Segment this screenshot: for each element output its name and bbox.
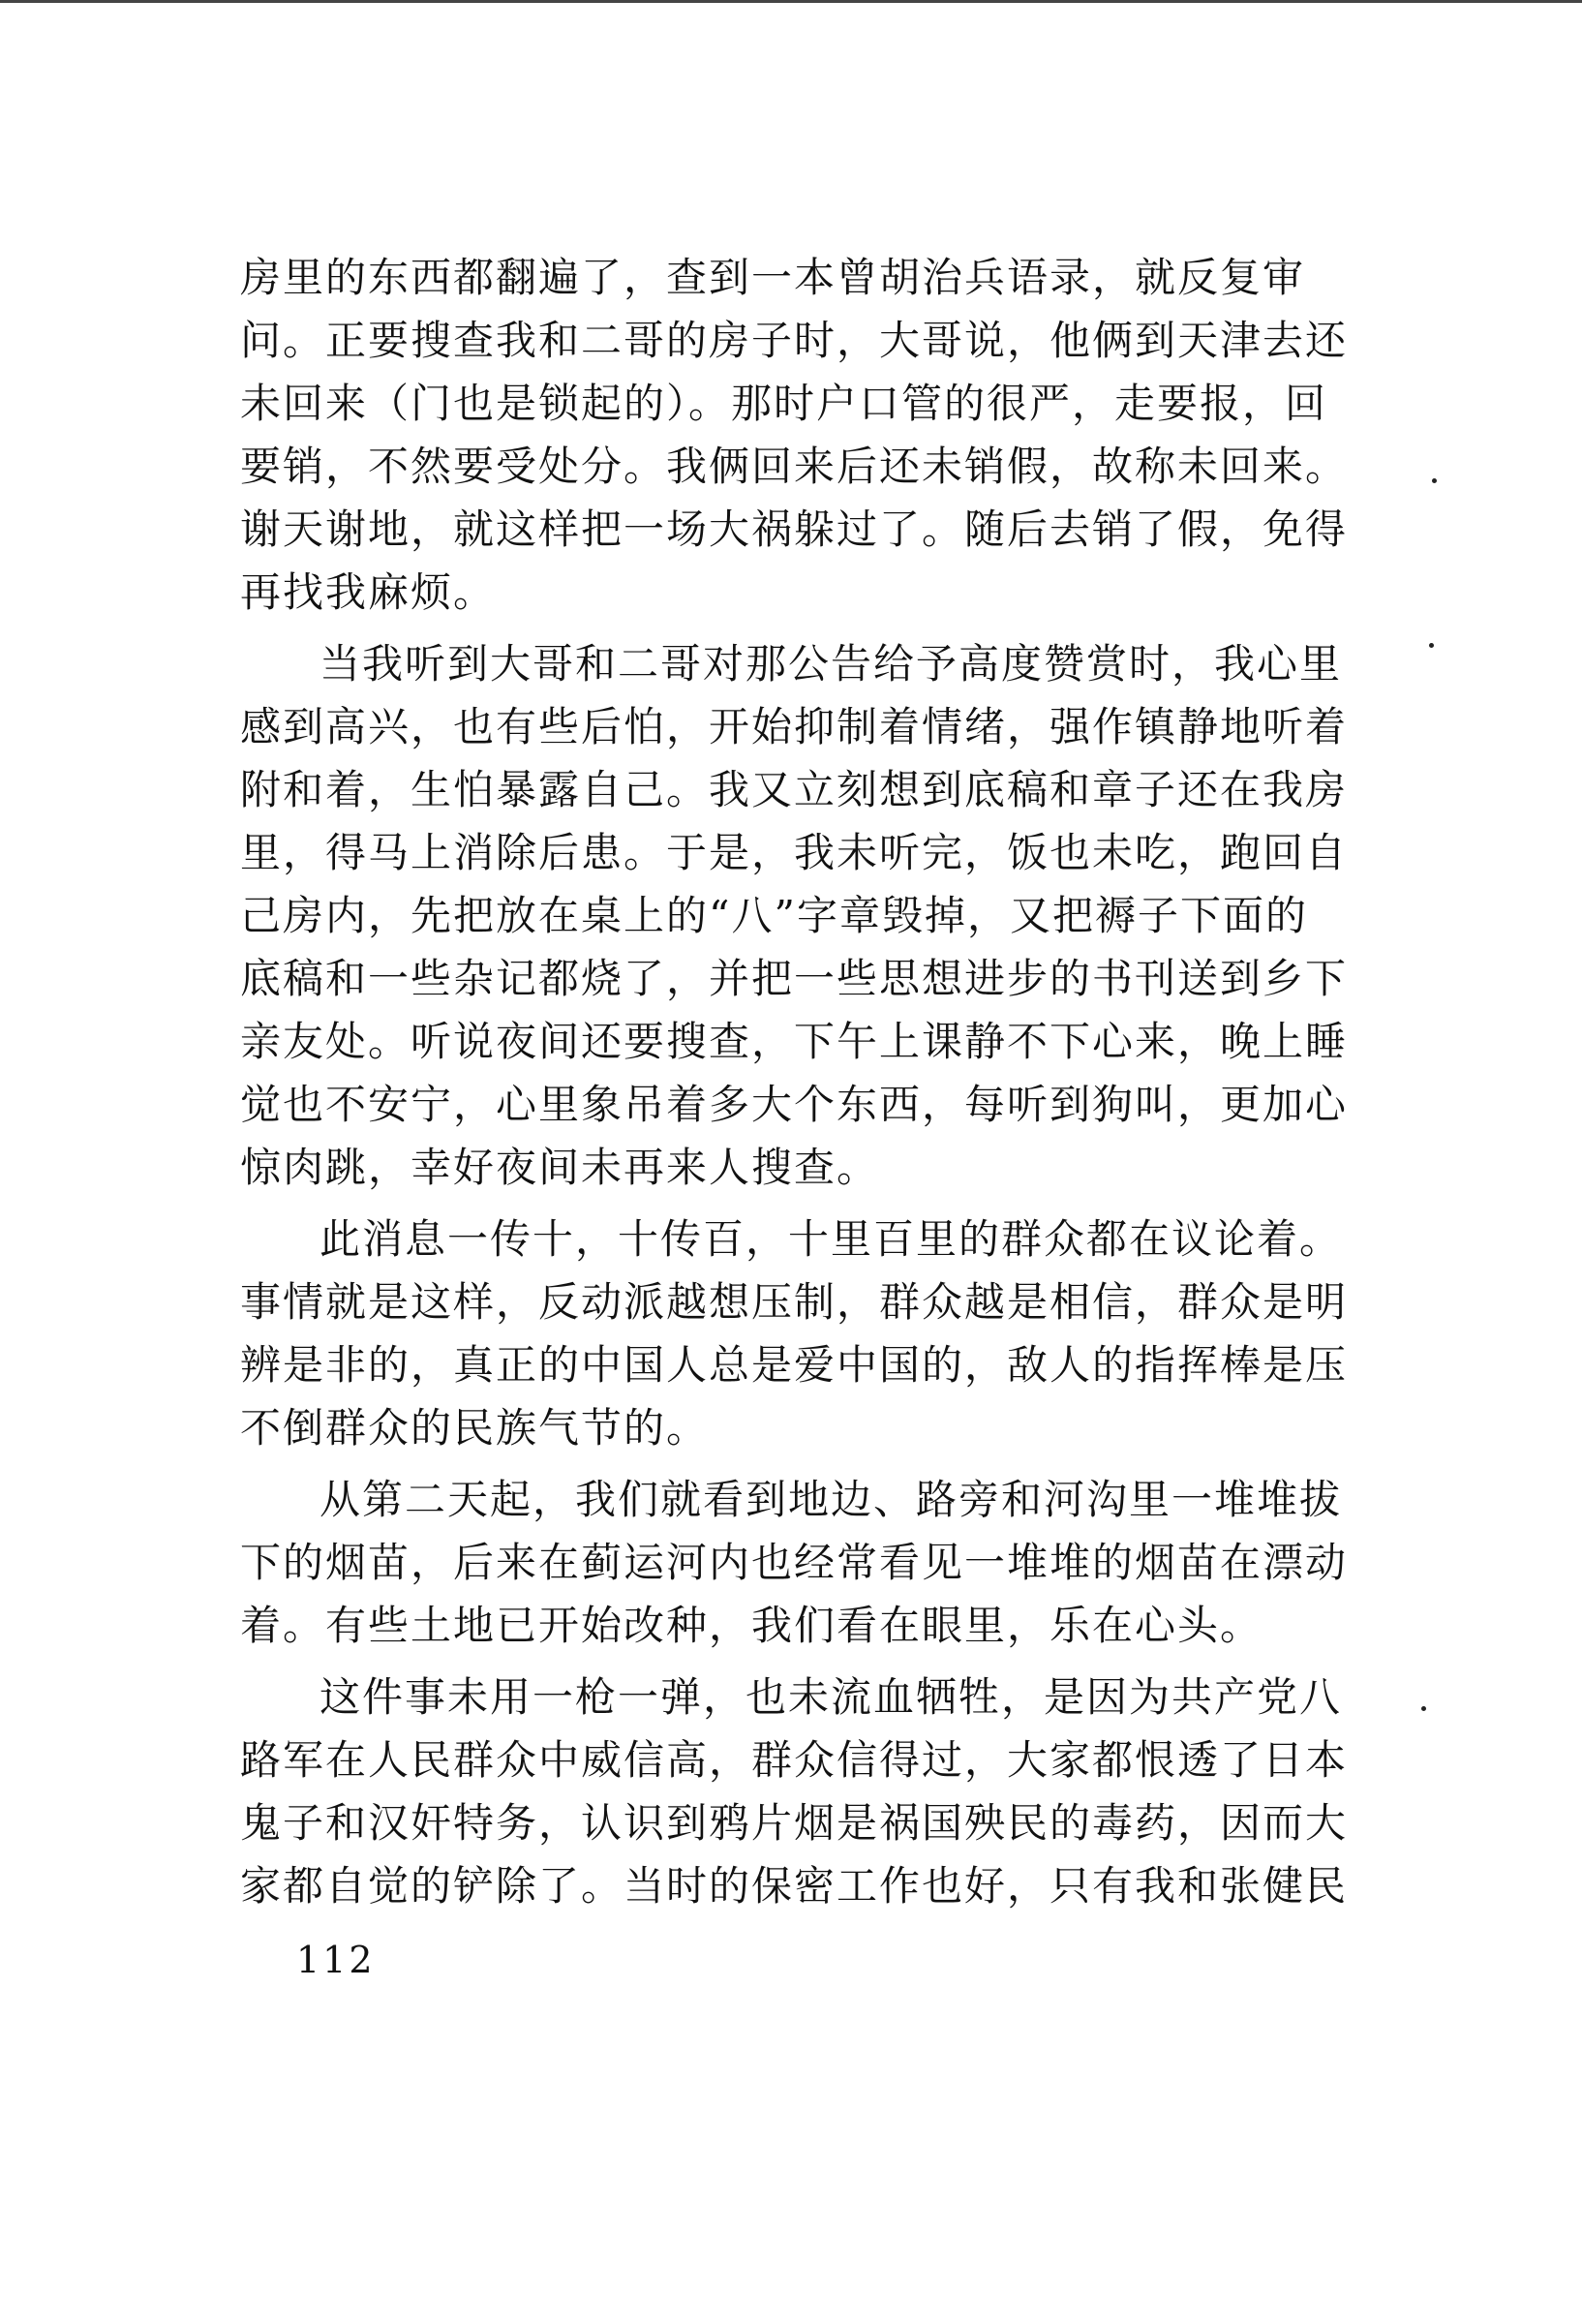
text-line: 谢天谢地，就这样把一场大祸躲过了。随后去销了假，免得: [240, 505, 1349, 553]
text-line: 觉也不安宁，心里象吊着多大个东西，每听到狗叫，更加心: [240, 1081, 1349, 1128]
text-line: 未回来（门也是锁起的）。那时户口管的很严，走要报，回: [240, 380, 1328, 427]
text-line: 底稿和一些杂记都烧了，并把一些思想进步的书刊送到乡下: [240, 955, 1349, 1002]
scan-speck: [1421, 1706, 1426, 1711]
text-line: 房里的东西都翻遍了，查到一本曾胡治兵语录，就反复审: [240, 254, 1306, 301]
paragraph-first-line: 此消息一传十，十传百，十里百里的群众都在议论着。: [319, 1215, 1343, 1263]
text-line: 要销，不然要受处分。我俩回来后还未销假，故称未回来。: [240, 443, 1349, 490]
text-line: 问。正要搜查我和二哥的房子时，大哥说，他俩到天津去还: [240, 317, 1349, 364]
text-line: 不倒群众的民族气节的。: [240, 1404, 710, 1452]
text-line: 路军在人民群众中威信高，群众信得过，大家都恨透了日本: [240, 1736, 1349, 1784]
paragraph-first-line: 这件事未用一枪一弹，也未流血牺牲，是因为共产党八: [319, 1673, 1343, 1721]
text-line: 附和着，生怕暴露自己。我又立刻想到底稿和章子还在我房: [240, 766, 1349, 813]
text-line: 事情就是这样，反动派越想压制，群众越是相信，群众是明: [240, 1278, 1349, 1326]
paragraph-first-line: 从第二天起，我们就看到地边、路旁和河沟里一堆堆拔: [319, 1476, 1343, 1523]
text-line: 辨是非的，真正的中国人总是爱中国的，敌人的指挥棒是压: [240, 1341, 1349, 1389]
text-line: 下的烟苗，后来在蓟运河内也经常看见一堆堆的烟苗在漂动: [240, 1539, 1349, 1586]
text-line: 感到高兴，也有些后怕，开始抑制着情绪，强作镇静地听着: [240, 703, 1349, 750]
page-number: 112: [296, 1939, 376, 1981]
scan-speck: [1432, 478, 1437, 483]
scan-speck: [1429, 643, 1434, 648]
text-line: 里，得马上消除后患。于是，我未听完，饭也未吃，跑回自: [240, 829, 1349, 876]
text-line: 惊肉跳，幸好夜间未再来人搜查。: [240, 1144, 880, 1191]
text-line: 再找我麻烦。: [240, 568, 497, 616]
text-line: 着。有些土地已开始改种，我们看在眼里，乐在心头。: [240, 1602, 1263, 1649]
text-line: 鬼子和汉奸特务，认识到鸦片烟是祸国殃民的毒药，因而大: [240, 1799, 1349, 1847]
text-line: 己房内，先把放在桌上的“八”字章毁掉，又把褥子下面的: [240, 892, 1308, 939]
text-line: 家都自觉的铲除了。当时的保密工作也好，只有我和张健民: [240, 1862, 1349, 1910]
text-line: 亲友处。听说夜间还要搜查，下午上课静不下心来，晚上睡: [240, 1018, 1349, 1065]
paragraph-first-line: 当我听到大哥和二哥对那公告给予高度赞赏时，我心里: [319, 640, 1343, 688]
